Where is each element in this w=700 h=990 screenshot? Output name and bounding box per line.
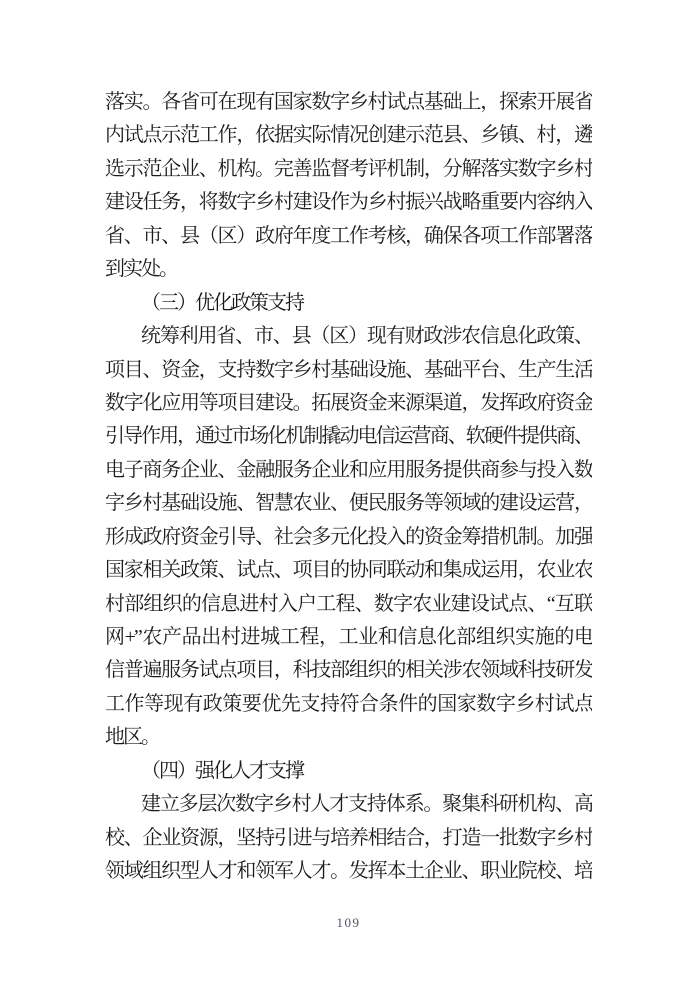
body-line: 电子商务企业、金融服务企业和应用服务提供商参与投入数 [105,458,592,481]
body-line: 引导作用，通过市场化机制撬动电信运营商、软硬件提供商、 [105,425,592,448]
body-line: 项目、资金，支持数字乡村基础设施、基础平台、生产生活 [105,358,592,381]
section-heading-4: （四）强化人才支撑 [141,759,303,782]
body-line: 国家相关政策、试点、项目的协同联动和集成运用，农业农 [105,559,592,582]
body-line: 建立多层次数字乡村人才支持体系。聚集科研机构、高 [141,793,592,816]
body-line: 形成政府资金引导、社会多元化投入的资金筹措机制。加强 [105,525,592,548]
body-line: 地区。 [105,726,159,749]
body-line: 网+”农产品出村进城工程，工业和信息化部组织实施的电 [105,626,592,648]
body-line: 领域组织型人才和领军人才。发挥本土企业、职业院校、培 [105,860,592,883]
body-line: 信普遍服务试点项目，科技部组织的相关涉农领域科技研发 [105,659,592,682]
body-line: 校、企业资源，坚持引进与培养相结合，打造一批数字乡村 [105,826,592,849]
body-line: 统筹利用省、市、县（区）现有财政涉农信息化政策、 [141,325,592,348]
body-line: 村部组织的信息进村入户工程、数字农业建设试点、“互联 [105,592,592,615]
body-line: 数字化应用等项目建设。拓展资金来源渠道，发挥政府资金 [105,391,592,414]
body-line: 落实。各省可在现有国家数字乡村试点基础上，探索开展省 [105,91,592,113]
body-line: 到实处。 [105,258,177,281]
section-heading-3: （三）优化政策支持 [141,291,303,314]
body-line: 工作等现有政策要优先支持符合条件的国家数字乡村试点 [105,692,592,715]
body-line: 字乡村基础设施、智慧农业、便民服务等领域的建设运营， [105,492,592,515]
body-line: 选示范企业、机构。完善监督考评机制，分解落实数字乡村 [105,157,592,180]
page-body [105,86,592,889]
page-number: 109 [336,915,361,930]
body-line: 建设任务，将数字乡村建设作为乡村振兴战略重要内容纳入 [105,191,592,214]
body-line: 省、市、县（区）政府年度工作考核，确保各项工作部署落 [105,224,592,247]
body-line: 内试点示范工作，依据实际情况创建示范县、乡镇、村，遴 [105,124,592,147]
